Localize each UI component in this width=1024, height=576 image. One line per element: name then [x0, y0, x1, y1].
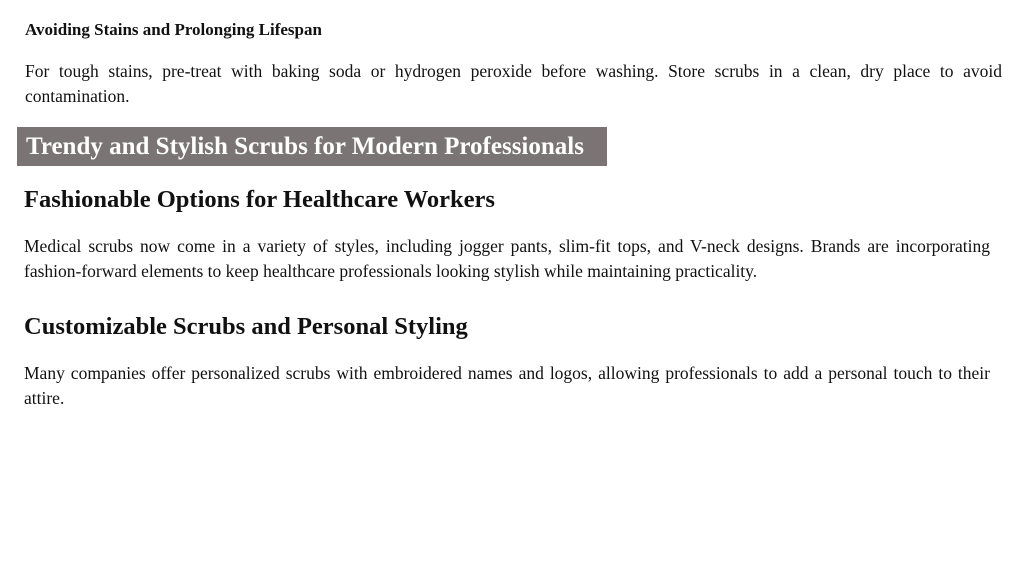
custom-heading: Customizable Scrubs and Personal Styling	[24, 313, 468, 340]
section-banner-title: Trendy and Stylish Scrubs for Modern Professionals	[17, 127, 607, 166]
custom-paragraph: Many companies offer personalized scrubs with embroidered names and logos, allowing professionals to add a personal touch to their attire.	[24, 363, 990, 408]
stains-heading: Avoiding Stains and Prolonging Lifespan	[25, 20, 322, 39]
fashion-heading: Fashionable Options for Healthcare Workers	[24, 186, 495, 213]
stains-paragraph: For tough stains, pre-treat with baking soda or hydrogen peroxide before washing. Store scrubs in a clean, dry place to avoid contamination.	[25, 61, 1002, 106]
fashion-paragraph: Medical scrubs now come in a variety of styles, including jogger pants, slim-fit tops, and V-neck designs. Brands are incorporating fashion-forward elements to keep healthcare professionals looking stylish while maintaining practicality.	[24, 236, 990, 281]
